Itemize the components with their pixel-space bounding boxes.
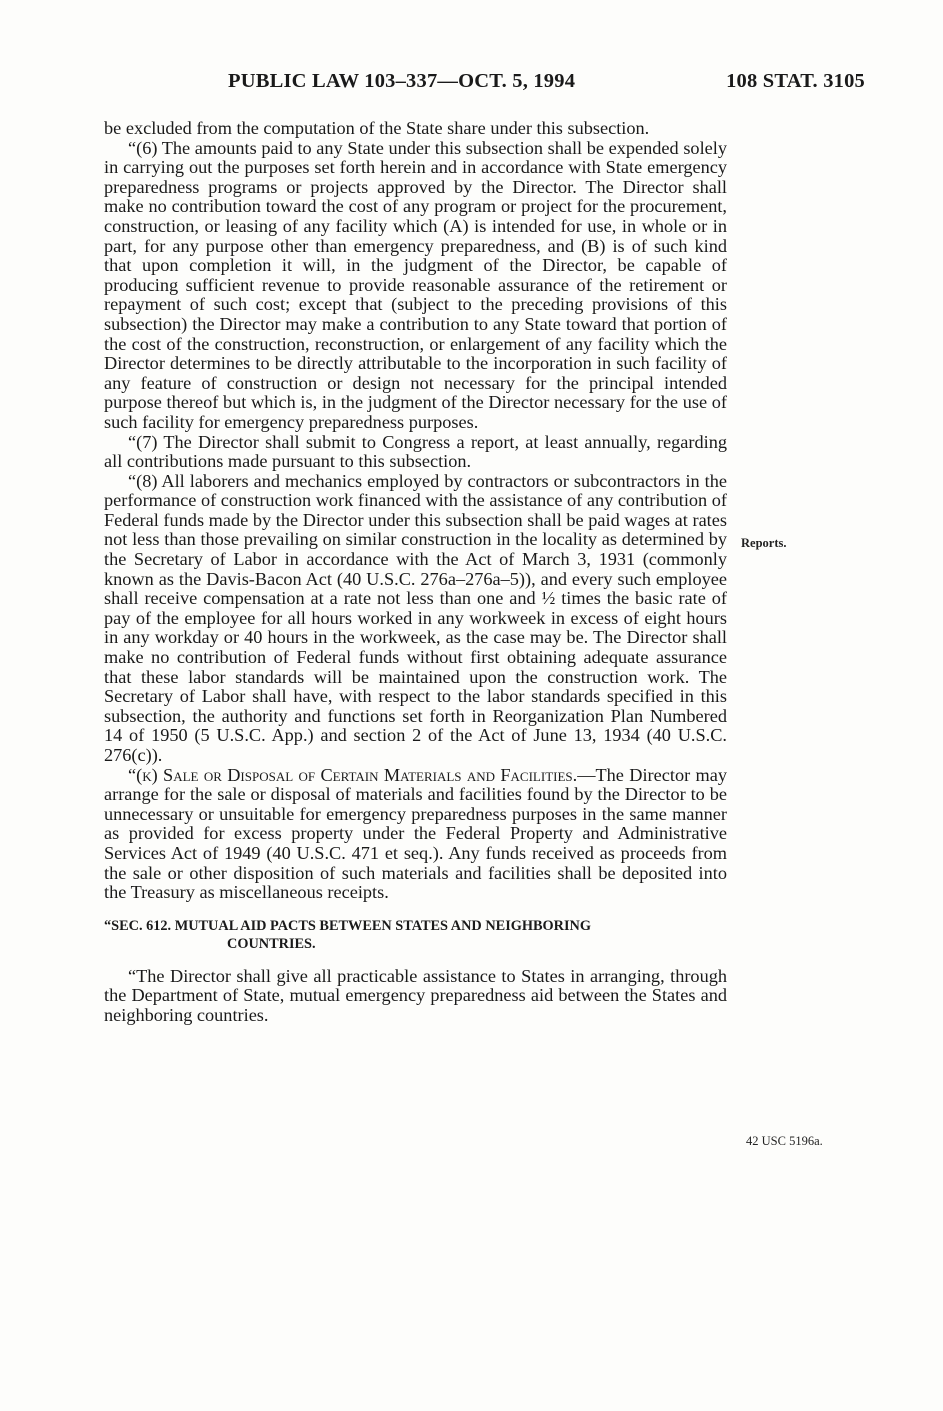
body-text xyxy=(104,119,727,1026)
paragraph-6: “(6) The amounts paid to any State under this subsection shall be expended solely in carrying out the purposes set forth herein and in accordance with State emergency preparedness programs or projects approved by the Director. The Director shall make no contribution toward the cost of any program or project for the procurement, construction, or leasing of any facility which (A) is intended for use, in whole or in part, for any purpose other than emergency preparedness, and (B) is of such kind that upon completion it will, in the judgment of the Director, be capable of producing sufficient revenue to provide reasonable assurance of the retirement or repayment of such cost; except that (subject to the preceding provisions of this subsection) the Director may make a contribution to any State toward that portion of the cost of the construction, reconstruction, or enlargement of any facility which the Director determines to be directly attributable to the incorporation in such facility of any feature of construction or design not necessary for the principal intended purpose thereof but which is, in the judgment of the Director necessary for the use of such facility for emergency preparedness purposes. xyxy=(104,137,727,432)
paragraph-continuation: be excluded from the computation of the State share under this subsection. xyxy=(104,118,650,138)
section-612-text: “The Director shall give all practicable assistance to States in arranging, through the Department of State, mutual emergency preparedness aid between the States and neighboring countries. xyxy=(104,965,727,1025)
section-heading-line2: COUNTRIES. xyxy=(227,935,316,952)
margin-note-usc: 42 USC 5196a. xyxy=(746,1134,823,1148)
section-612-heading xyxy=(104,917,727,953)
paragraph-k xyxy=(104,766,727,903)
section-heading-line1: “SEC. 612. MUTUAL AID PACTS BETWEEN STATES AND NEIGHBORING xyxy=(104,917,591,934)
subsection-k-heading: “(k) Sale or Disposal of Certain Materials and Facilities. xyxy=(128,764,578,785)
header-title: PUBLIC LAW 103–337—OCT. 5, 1994 xyxy=(228,70,576,92)
paragraph-7: “(7) The Director shall submit to Congress a report, at least annually, regarding all contributions made pursuant to this subsection. xyxy=(104,431,727,472)
header-stat-citation: 108 STAT. 3105 xyxy=(726,70,865,92)
margin-note-reports: Reports. xyxy=(741,536,787,550)
paragraph-8: “(8) All laborers and mechanics employed by contractors or subcontractors in the performance of construction work financed with the assistance of any contribution of Federal funds made by the Director under this subsection shall be paid wages at rates not less than those prevailing on similar construction in the locality as determined by the Secretary of Labor in accordance with the Act of March 3, 1931 (commonly known as the Davis-Bacon Act (40 U.S.C. 276a–276a–5)), and every such employee shall receive compensation at a rate not less than one and ½ times the basic rate of pay of the employee for all hours worked in any workweek in excess of eight hours in any workday or 40 hours in the workweek, as the case may be. The Director shall make no contribution of Federal funds without first obtaining adequate assurance that these labor standards will be maintained upon the construction work. The Secretary of Labor shall have, with respect to the labor standards specified in this subsection, the authority and functions set forth in Reorganization Plan Numbered 14 of 1950 (5 U.S.C. App.) and section 2 of the Act of June 13, 1934 (40 U.S.C. 276(c)). xyxy=(104,470,727,765)
subsection-k-text: —The Director may arrange for the sale or disposal of materials and facilities found by the Director to be unnecessary or unsuitable for emergency preparedness purposes in the same manner as provided for excess property under the Federal Property and Administrative Services Act of 1949 (40 U.S.C. 471 et seq.). Any funds received as proceeds from the sale or other disposition of such materials and facilities shall be deposited into the Treasury as miscellaneous receipts. xyxy=(104,764,728,903)
running-header xyxy=(228,70,865,100)
